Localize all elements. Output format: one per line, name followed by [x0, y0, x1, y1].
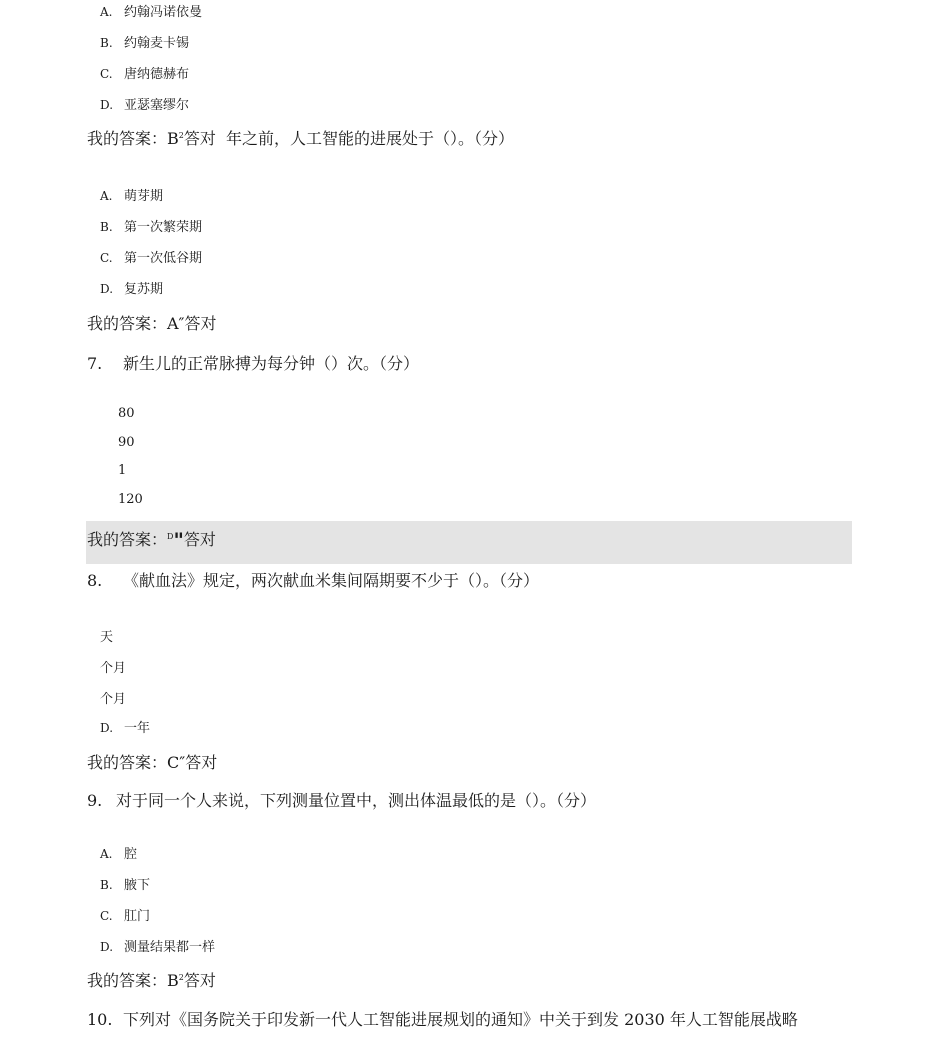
answer-quote: ": [173, 528, 184, 552]
option-text: 测量结果都一样: [124, 940, 216, 955]
option-label: A.: [100, 5, 113, 19]
option-4[interactable]: 120: [118, 492, 143, 507]
option-a[interactable]: [100, 1, 202, 20]
option-text: 第一次低谷期: [124, 251, 203, 266]
question-7: [87, 351, 419, 374]
option-2[interactable]: 个月: [100, 661, 127, 676]
question-text: 对于同一个人来说，下列测量位置中，测出体温最低的是（）。（分）: [116, 791, 597, 810]
question-text: 下列对《国务院关于印发新一代人工智能进展规划的通知》中关于到发 2030 年人工智能展战略: [123, 1010, 798, 1029]
option-text: 腔: [124, 847, 138, 862]
option-label: A.: [100, 189, 113, 203]
option-text: 唐纳德赫布: [124, 67, 190, 82]
question-text: 年之前，人工智能的进展处于（）。（分）: [226, 129, 515, 148]
option-c[interactable]: [100, 247, 202, 266]
option-label: D.: [100, 282, 114, 296]
question-text: 《献血法》规定，两次献血米集间隔期要不少于（）。（分）: [123, 571, 540, 590]
option-text: 亚瑟塞缪尔: [124, 98, 190, 113]
option-label: C.: [100, 67, 113, 81]
option-label: A.: [100, 847, 113, 861]
option-1[interactable]: 天: [100, 630, 114, 645]
option-d[interactable]: [100, 278, 163, 297]
question-9: [87, 788, 596, 811]
question-number: 8.: [87, 571, 103, 590]
option-text: 复苏期: [124, 282, 164, 297]
my-answer: [87, 527, 216, 550]
option-text: 肛门: [124, 909, 151, 924]
option-c[interactable]: [100, 63, 189, 82]
option-text: 第一次繁荣期: [124, 220, 203, 235]
answer-prefix: 我的答案：B: [87, 129, 179, 148]
option-b[interactable]: [100, 32, 189, 51]
option-label: C.: [100, 909, 113, 923]
option-text: 约翰冯诺依曼: [124, 5, 203, 20]
my-answer: 我的答案：C″答对: [87, 753, 218, 772]
answer-mark: D: [167, 532, 174, 541]
option-label: B.: [100, 36, 113, 50]
answer-mark: 2: [178, 973, 184, 982]
option-a[interactable]: [100, 843, 137, 862]
option-a[interactable]: [100, 185, 163, 204]
option-d[interactable]: [100, 717, 150, 736]
option-d[interactable]: [100, 94, 189, 113]
option-text: 萌芽期: [124, 189, 164, 204]
question-number: 7.: [87, 354, 103, 373]
option-label: D.: [100, 721, 114, 735]
option-b[interactable]: [100, 874, 150, 893]
answer-result: 答对: [183, 530, 216, 549]
option-d[interactable]: [100, 936, 215, 955]
option-1[interactable]: 80: [118, 406, 135, 421]
question-number: 9.: [87, 791, 103, 810]
question-8: [87, 568, 539, 591]
option-b[interactable]: [100, 216, 202, 235]
option-text: 约翰麦卡锡: [124, 36, 190, 51]
option-label: D.: [100, 940, 114, 954]
option-label: B.: [100, 878, 113, 892]
question-10: [87, 1007, 798, 1030]
option-label: C.: [100, 251, 113, 265]
my-answer: [87, 126, 514, 149]
option-3[interactable]: 1: [118, 463, 127, 478]
my-answer: 我的答案：A″答对: [87, 314, 217, 333]
option-label: D.: [100, 98, 114, 112]
option-2[interactable]: 90: [118, 435, 135, 450]
answer-prefix: 我的答案：B: [87, 971, 179, 990]
answer-prefix: 我的答案：: [87, 530, 168, 549]
option-c[interactable]: [100, 905, 150, 924]
option-3[interactable]: 个月: [100, 692, 127, 707]
option-label: B.: [100, 220, 113, 234]
answer-result: 答对: [183, 971, 216, 990]
my-answer: [87, 968, 216, 991]
answer-result: 答对: [183, 129, 216, 148]
answer-mark: 2: [178, 131, 184, 140]
question-text: 新生儿的正常脉搏为每分钟（）次。（分）: [123, 354, 420, 373]
option-text: 一年: [124, 721, 151, 736]
question-number: 10.: [87, 1010, 113, 1029]
option-text: 腋下: [124, 878, 151, 893]
